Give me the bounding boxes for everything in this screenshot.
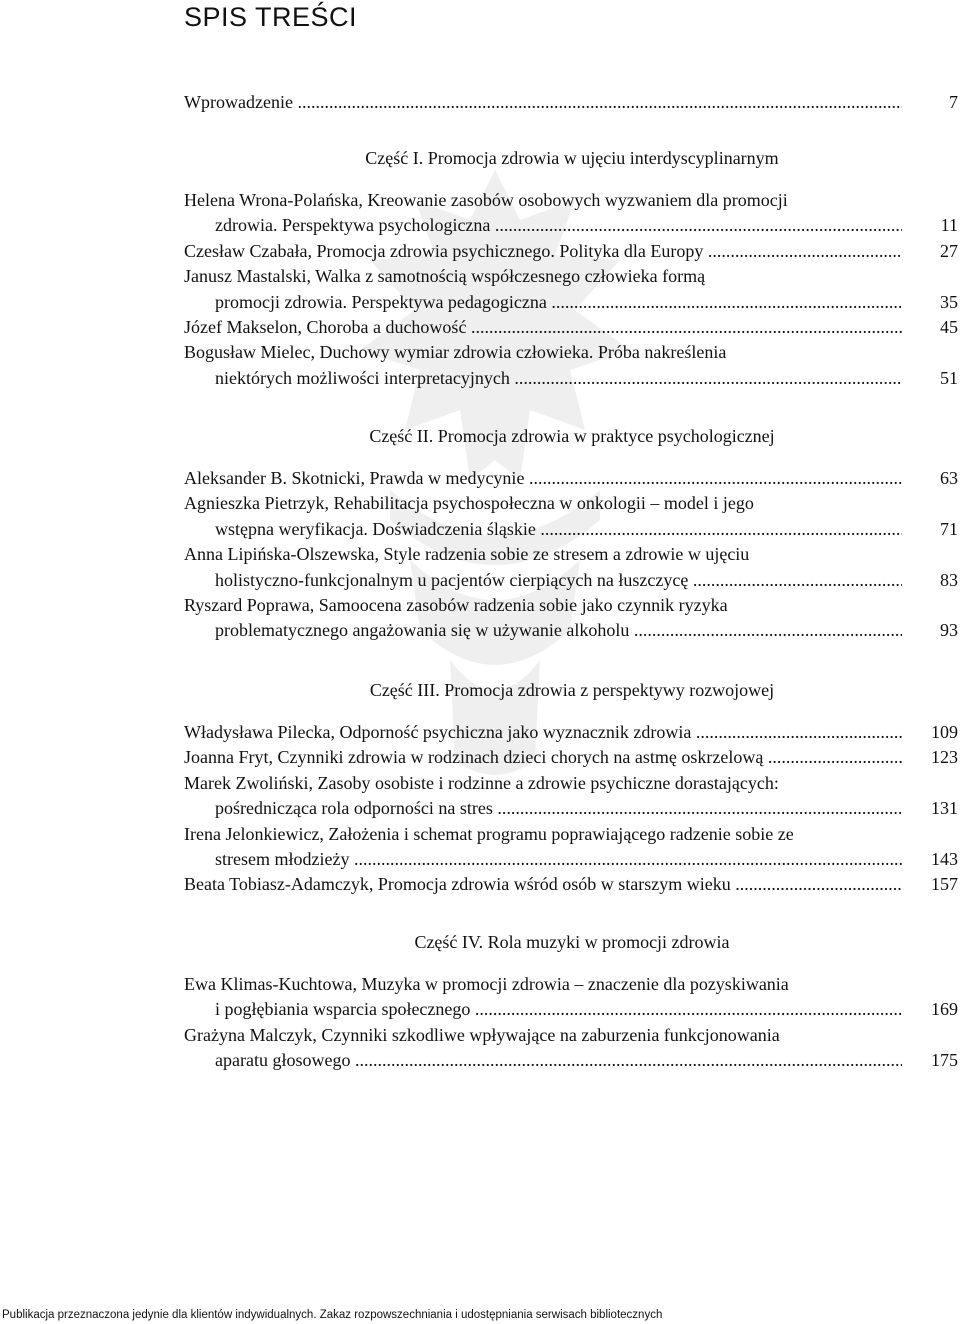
toc-entry-text: pośrednicząca rola odporności na stres ..... <box>215 796 902 821</box>
toc-entry-text: Anna Lipińska-Olszewska, Style radzenia sobie ze stresem a zdrowie w ujęciu <box>184 544 750 564</box>
toc-page-number: 83 <box>940 570 958 590</box>
toc-entry-text: Czesław Czabała, Promocja zdrowia psychicznego. Polityka dla Europy ..... <box>184 239 902 264</box>
toc-entry-text: Grażyna Malczyk, Czynniki szkodliwe wpływające na zaburzenia funkcjonowania <box>184 1025 780 1045</box>
toc-entry-line <box>184 188 960 213</box>
toc-entry-text: Ryszard Poprawa, Samoocena zasobów radzenia sobie jako czynnik ryzyka <box>184 595 728 615</box>
toc-entry-line <box>184 720 960 745</box>
toc-page-number: 7 <box>949 92 958 112</box>
toc-entry-line <box>184 315 960 340</box>
part-heading: Część II. Promocja zdrowia w praktyce psychologicznej <box>369 426 775 446</box>
toc-page-number: 131 <box>931 798 958 818</box>
toc-page-number: 35 <box>940 292 958 312</box>
toc-entry-line <box>184 239 960 264</box>
toc-page-number: 27 <box>940 241 958 261</box>
toc-entry-line <box>215 847 960 872</box>
toc-entry-line-intro <box>184 90 960 115</box>
toc-entry-line <box>184 593 960 618</box>
toc-entry-text: problematycznego angażowania się w używanie alkoholu ..... <box>215 618 902 643</box>
toc-entry-text: Janusz Mastalski, Walka z samotnością współczesnego człowieka formą <box>184 266 706 286</box>
part-heading: Część I. Promocja zdrowia w ujęciu interdyscyplinarnym <box>365 148 779 168</box>
toc-entry-line <box>215 290 960 315</box>
toc-entry-text: Ewa Klimas-Kuchtowa, Muzyka w promocji zdrowia – znaczenie dla pozyskiwania <box>184 974 789 994</box>
toc-page-number: 45 <box>940 317 958 337</box>
footer-notice: Publikacja przeznaczona jedynie dla klientów indywidualnych. Zakaz rozpowszechniania i udostępniania serwisach bibliotecznych <box>2 1309 663 1321</box>
toc-entry-text: wstępna weryfikacja. Doświadczenia śląskie ..... <box>215 517 902 542</box>
toc-entry-line <box>184 466 960 491</box>
toc-entry-text: holistyczno-funkcjonalnym u pacjentów cierpiących na łuszczycę ..... <box>215 568 902 593</box>
toc-page-number: 169 <box>931 999 958 1019</box>
toc-entry-line <box>215 517 960 542</box>
toc-entry-text: Agnieszka Pietrzyk, Rehabilitacja psychospołeczna w onkologii – model i jego <box>184 493 754 513</box>
toc-page-number: 11 <box>940 215 958 235</box>
toc-page-number: 93 <box>940 620 958 640</box>
toc-entry-text: Beata Tobiasz-Adamczyk, Promocja zdrowia wśród osób w starszym wieku ..... <box>184 872 902 897</box>
toc-entry-line <box>184 542 960 567</box>
toc-entry-text: aparatu głosowego ..... <box>215 1048 902 1073</box>
toc-entry-line <box>215 1048 960 1073</box>
toc-entry-text: zdrowia. Perspektywa psychologiczna ..... <box>215 213 902 238</box>
toc-page-number: 157 <box>931 874 958 894</box>
toc-entry-text: i pogłębiania wsparcia społecznego ..... <box>215 997 902 1022</box>
toc-entry-line <box>215 213 960 238</box>
page-title: SPIS TREŚCI <box>184 2 358 32</box>
toc-entry-line <box>184 745 960 770</box>
toc-entry-text: Helena Wrona-Polańska, Kreowanie zasobów osobowych wyzwaniem dla promocji <box>184 190 788 210</box>
toc-entry-text: promocji zdrowia. Perspektywa pedagogiczna ..... <box>215 290 902 315</box>
toc-entry-text: Irena Jelonkiewicz, Założenia i schemat programu poprawiającego radzenie sobie ze <box>184 824 794 844</box>
toc-entry-text: Józef Makselon, Choroba a duchowość ..... <box>184 315 902 340</box>
toc-entry-text: Wprowadzenie ..... <box>184 90 902 115</box>
toc-page-number: 63 <box>940 468 958 488</box>
toc-entry-text: Joanna Fryt, Czynniki zdrowia w rodzinach dzieci chorych na astmę oskrzelową ..... <box>184 745 902 770</box>
toc-page-number: 123 <box>931 747 958 767</box>
part-heading: Część III. Promocja zdrowia z perspektywy rozwojowej <box>369 680 775 700</box>
toc-page-number: 71 <box>940 519 958 539</box>
toc-page-number: 143 <box>931 849 958 869</box>
toc-entry-line <box>215 366 960 391</box>
toc-page-number: 175 <box>931 1050 958 1070</box>
toc-entry-line <box>184 872 960 897</box>
toc-entry-text: Aleksander B. Skotnicki, Prawda w medycynie ..... <box>184 466 902 491</box>
toc-entry-text: Marek Zwoliński, Zasoby osobiste i rodzinne a zdrowie psychiczne dorastających: <box>184 773 779 793</box>
toc-entry-line <box>215 796 960 821</box>
toc-page-number: 51 <box>940 368 958 388</box>
toc-entry-text: stresem młodzieży ..... <box>215 847 902 872</box>
toc-page-number: 109 <box>931 722 958 742</box>
toc-entry-line <box>184 1023 960 1048</box>
toc-entry-line <box>215 997 960 1022</box>
toc-entry-line <box>184 822 960 847</box>
part-heading: Część IV. Rola muzyki w promocji zdrowia <box>414 932 730 952</box>
toc-entry-line <box>215 618 960 643</box>
toc-entry-text: niektórych możliwości interpretacyjnych ..... <box>215 366 902 391</box>
toc-entry-text: Władysława Pilecka, Odporność psychiczna jako wyznacznik zdrowia ..... <box>184 720 902 745</box>
toc-entry-line <box>184 771 960 796</box>
toc-entry-text: Bogusław Mielec, Duchowy wymiar zdrowia człowieka. Próba nakreślenia <box>184 342 727 362</box>
toc-entry-line <box>184 972 960 997</box>
toc-entry-line <box>215 568 960 593</box>
toc-entry-line <box>184 264 960 289</box>
toc-entry-line <box>184 491 960 516</box>
toc-entry-line <box>184 340 960 365</box>
